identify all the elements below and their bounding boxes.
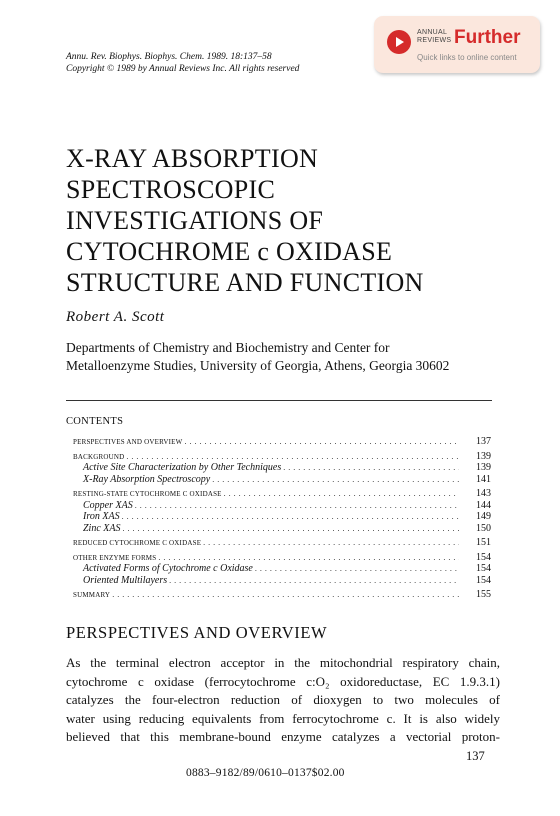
toc-entry-page: 144 [476,499,491,511]
dot-leader [122,512,459,521]
affiliation-line: Metalloenzyme Studies, University of Georgia, Athens, Georgia 30602 [66,358,450,373]
citation-line-2: Copyright © 1989 by Annual Reviews Inc. All rights reserved [66,64,300,74]
toc-entry-page: 151 [476,537,491,548]
toc-subsection-entry[interactable] [73,575,491,587]
toc-section-entry[interactable] [73,451,491,463]
toc-subsection-entry[interactable] [73,563,491,575]
toc-entry-page: 154 [476,563,491,574]
toc-entry-title: OTHER ENZYME FORMS [73,553,157,562]
toc-entry-title: RESTING-STATE CYTOCHROME C OXIDASE [73,490,222,498]
badge-tagline: Quick links to online content [417,53,517,62]
body-line: catalyzes the four-electron reduction of dioxygen to two molecules of [66,692,500,707]
toc-entry-title: X-Ray Absorption Spectroscopy [83,473,211,485]
body-line: cytochrome c oxidase (ferrocytochrome c:O₂ oxidoreductase, EC 1.9.3.1) [66,673,500,689]
toc-subsection-entry[interactable] [73,474,491,486]
table-of-contents [73,436,491,601]
title-line: CYTOCHROME c OXIDASE [66,237,393,266]
dot-leader [224,489,459,498]
toc-entry-page: 143 [476,488,491,499]
play-arrow-icon [387,30,411,54]
page-number: 137 [466,749,485,763]
toc-section-entry[interactable] [73,552,491,564]
dot-leader [184,437,459,446]
toc-entry-page: 149 [476,511,491,522]
toc-entry-page: 150 [476,522,491,534]
toc-entry-page: 137 [476,436,491,447]
toc-entry-title: Oriented Multilayers [83,574,168,586]
title-line: STRUCTURE AND FUNCTION [66,268,424,297]
journal-citation [66,51,299,75]
dot-leader [169,576,459,585]
dot-leader [203,538,459,547]
title-line: SPECTROSCOPIC [66,175,276,204]
toc-section-entry[interactable] [73,436,491,448]
dot-leader [158,553,459,562]
toc-subsection-entry[interactable] [73,462,491,474]
toc-entry-title: BACKGROUND [73,452,125,461]
price-code-footer: 0883–9182/89/0610–0137$02.00 [186,767,345,779]
toc-subsection-entry[interactable] [73,523,491,535]
dot-leader [255,564,459,573]
toc-entry-page: 155 [476,589,491,600]
toc-subsection-entry[interactable] [73,500,491,512]
author-name: Robert A. Scott [66,309,165,325]
dot-leader [283,463,459,472]
further-label: Further [454,27,521,48]
toc-entry-title: PERSPECTIVES AND OVERVIEW [73,438,183,446]
contents-heading: CONTENTS [66,416,124,427]
toc-entry-title: Active Site Characterization by Other Techniques [83,462,282,473]
toc-entry-page: 154 [476,551,491,563]
toc-entry-title: Activated Forms of Cytochrome c Oxidase [83,563,253,574]
divider-rule [66,400,492,401]
body-line: believed that this membrane-bound enzyme catalyzes a vectorial proton- [66,729,500,744]
toc-entry-title: SUMMARY [73,591,111,599]
toc-entry-page: 154 [476,574,491,586]
dot-leader [212,475,459,484]
affiliation-line: Departments of Chemistry and Biochemistry and Center for [66,340,390,355]
toc-section-entry[interactable] [73,589,491,601]
affiliation [66,339,506,375]
toc-entry-title: Copper XAS [83,499,133,511]
toc-entry-page: 139 [476,462,491,473]
dot-leader [135,501,459,510]
toc-entry-title: Iron XAS [83,511,120,522]
toc-entry-title: REDUCED CYTOCHROME C OXIDASE [73,539,202,547]
title-line: INVESTIGATIONS OF [66,206,324,235]
body-line: As the terminal electron acceptor in the mitochondrial respiratory chain, [66,655,500,670]
dot-leader [112,590,459,599]
citation-line-1: Annu. Rev. Biophys. Biophys. Chem. 1989. 18:137–58 [66,52,272,62]
toc-subsection-entry[interactable] [73,511,491,523]
body-line: water using reducing equivalents from ferrocytochrome c. It is also widely [66,710,500,726]
toc-section-entry[interactable] [73,488,491,500]
dot-leader [126,452,459,461]
toc-entry-page: 139 [476,450,491,462]
toc-section-entry[interactable] [73,537,491,549]
dot-leader [123,524,460,533]
toc-entry-title: Zinc XAS [83,522,121,534]
section-heading: PERSPECTIVES AND OVERVIEW [66,623,328,642]
toc-entry-page: 141 [476,473,491,485]
title-line: X-RAY ABSORPTION [66,144,319,173]
body-paragraph [66,654,500,747]
annual-reviews-logo-text: ANNUAL REVIEWS [417,29,452,44]
further-links-badge[interactable] [374,16,540,73]
article-title [66,143,506,298]
